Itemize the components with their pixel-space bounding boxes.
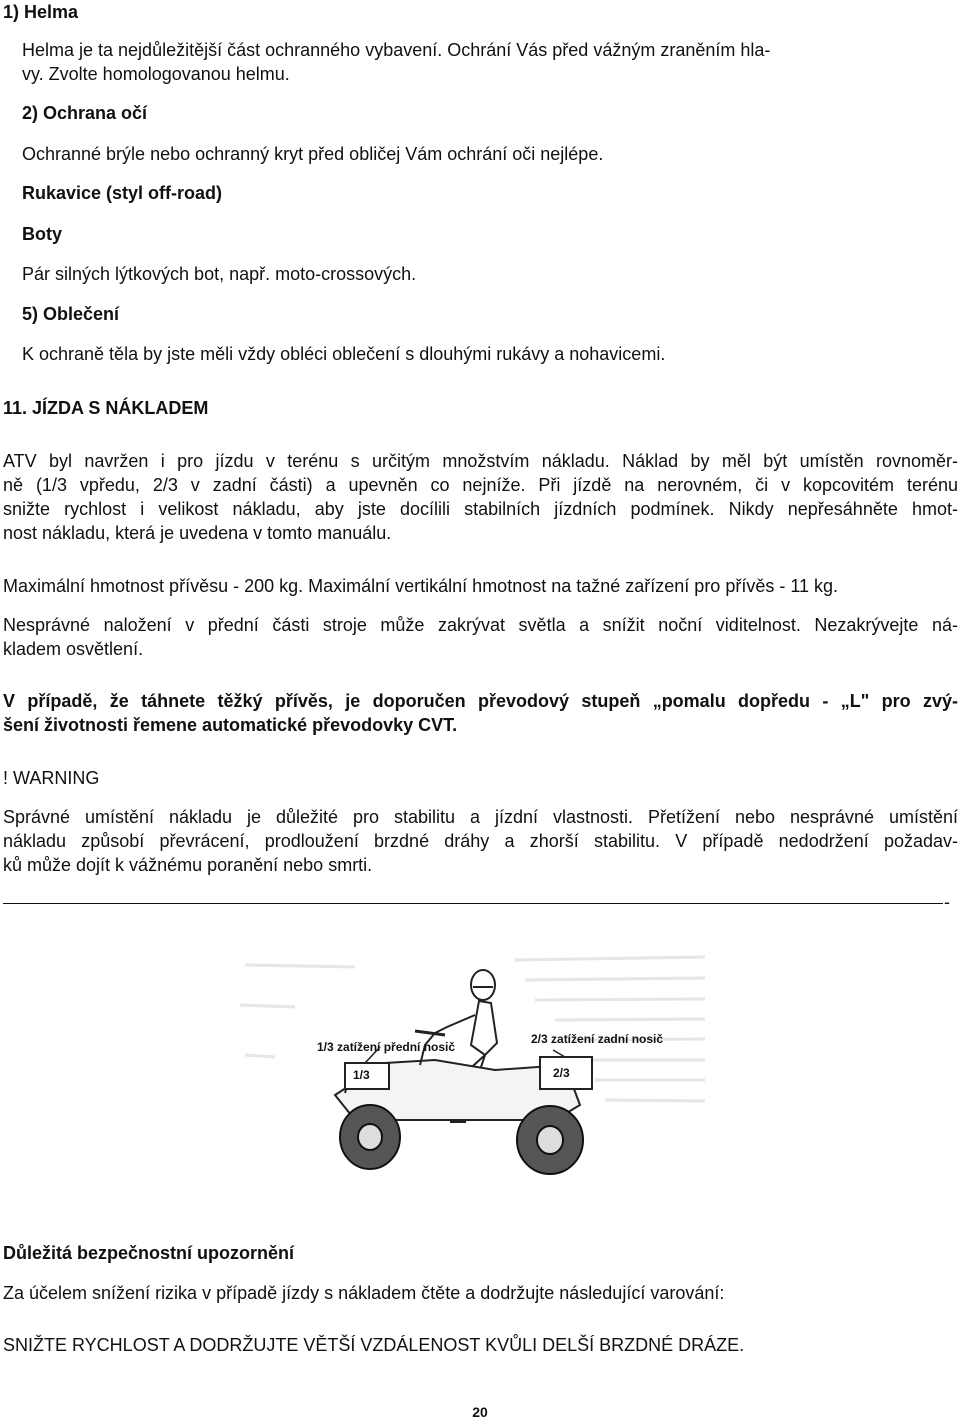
front-load-tag: 1/3 (353, 1068, 370, 1082)
warning-line-2: nákladu způsobí převrácení, prodloužení brzdné dráhy a zhorší stabilitu. V případě nedodržení požadav- (3, 831, 958, 851)
horizontal-rule (3, 903, 943, 904)
warning-heading: ! WARNING (3, 768, 100, 788)
helma-text-line-1: Helma je ta nejdůležitější část ochranného vybavení. Ochrání Vás před vážným zraněním hla- (22, 40, 771, 60)
boty-heading: Boty (22, 224, 62, 244)
jizda-p4-line-1: V případě, že táhnete těžký přívěs, je doporučen převodový stupeň „pomalu dopředu - „L" pro zvý- (3, 691, 958, 711)
closing-heading: Důležitá bezpečnostní upozornění (3, 1243, 295, 1263)
jizda-p1-line-1: ATV byl navržen i pro jízdu v terénu s určitým množstvím nákladu. Náklad by měl být umístěn rovnoměr- (3, 451, 958, 471)
atv-load-figure (235, 945, 715, 1195)
rule-tail: - (944, 892, 950, 912)
closing-caps: SNIŽTE RYCHLOST A DODRŽUJTE VĚTŠÍ VZDÁLENOST KVŮLI DELŠÍ BRZDNÉ DRÁZE. (3, 1335, 745, 1355)
jizda-p3-line-2: kladem osvětlení. (3, 639, 144, 659)
jizda-p1-line-2: ně (1/3 vpředu, 2/3 v zadní části) a upevněn co nejníže. Při jízdě na nerovném, či v kopcovitém terénu (3, 475, 958, 495)
closing-intro: Za účelem snížení rizika v případě jízdy s nákladem čtěte a dodržujte následující varování: (3, 1283, 725, 1303)
jizda-p3-line-1: Nesprávné naložení v přední části stroje může zakrývat světla a snížit noční viditelnost. Nezakrývejte ná- (3, 615, 958, 635)
warning-line-3: ků může dojít k vážnému poranění nebo smrti. (3, 855, 373, 875)
jizda-paragraph-3 (3, 613, 958, 661)
rear-load-tag: 2/3 (553, 1066, 570, 1080)
warning-paragraph (3, 805, 958, 877)
jizda-heading: 11. JÍZDA S NÁKLADEM (3, 398, 209, 418)
front-load-label: 1/3 zatížení přední nosič (317, 1040, 456, 1054)
oci-text: Ochranné brýle nebo ochranný kryt před obličej Vám ochrání oči nejlépe. (22, 144, 604, 164)
jizda-paragraph-2: Maximální hmotnost přívěsu - 200 kg. Maximální vertikální hmotnost na tažné zařízení pro přívěs - 11 kg. (3, 576, 839, 596)
obleceni-text: K ochraně těla by jste měli vždy obléci oblečení s dlouhými rukávy a nohavicemi. (22, 344, 666, 364)
rear-load-label: 2/3 zatížení zadní nosič (531, 1032, 664, 1046)
jizda-paragraph-4 (3, 689, 958, 737)
jizda-paragraph-1 (3, 449, 958, 545)
boty-text: Pár silných lýtkových bot, např. moto-crossových. (22, 264, 417, 284)
helma-heading: 1) Helma (3, 2, 79, 22)
atv-illustration (235, 945, 715, 1195)
warning-line-1: Správné umístění nákladu je důležité pro stabilitu a jízdní vlastnosti. Přetížení nebo nesprávné umístění (3, 807, 958, 827)
page-number: 20 (472, 1404, 488, 1420)
oci-heading: 2) Ochrana očí (22, 103, 148, 123)
helma-text-line-2: vy. Zvolte homologovanou helmu. (22, 64, 290, 84)
jizda-p1-line-4: nost nákladu, která je uvedena v tomto manuálu. (3, 523, 392, 543)
jizda-p1-line-3: snižte rychlost i velikost nákladu, aby jste docílili stabilních jízdních podmínek. Nikdy nepřesáhněte hmot- (3, 499, 958, 519)
jizda-p4-line-2: šení životnosti řemene automatické převodovky CVT. (3, 715, 458, 735)
rukavice-heading: Rukavice (styl off-road) (22, 183, 223, 203)
obleceni-heading: 5) Oblečení (22, 304, 120, 324)
